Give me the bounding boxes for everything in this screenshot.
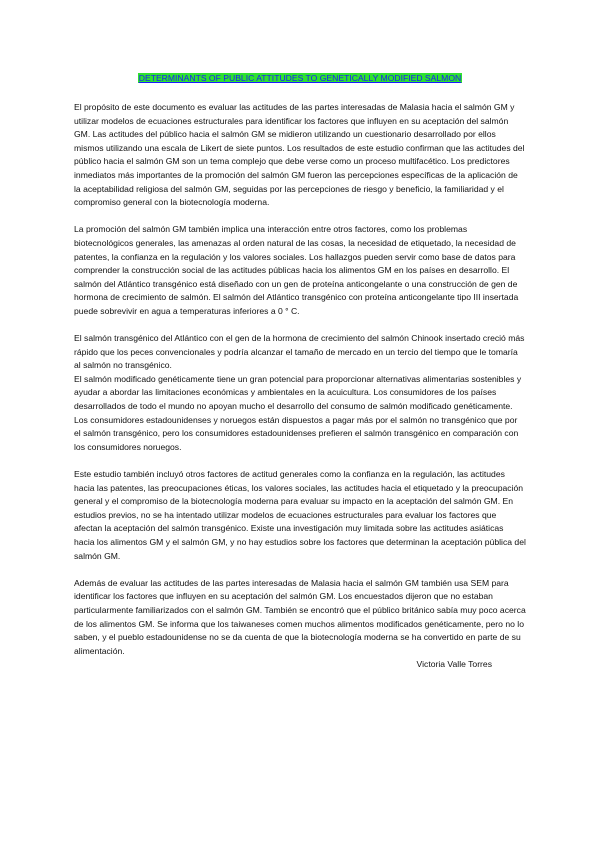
document-body [74, 101, 526, 672]
paragraph-conclusion: Además de evaluar las actitudes de las partes interesadas de Malasia hacia el salmón GM también usa SEM para identificar los factores que influyen en su aceptación del salmón GM. Los encuestados dijeron que no estaban particularmente familiarizados con el salmón GM. También se encontró que el público británico sabía muy poco acerca de los alimentos GM. Se informa que los taiwaneses comen muchos alimentos modificados genéticamente, pero no lo saben, y el pueblo estadounidense no se da cuenta de que la biotecnología moderna se ha convertido en parte de su alimentación. [74, 577, 526, 656]
paragraph-intro: El propósito de este documento es evaluar las actitudes de las partes interesadas de Malasia hacia el salmón GM y utilizar modelos de ecuaciones estructurales para identificar los factores que influyen en su aceptación del salmón GM. Las actitudes del público hacia el salmón GM se midieron utilizando un cuestionario desarrollado por ellos mismos utilizando una escala de Likert de siete puntos. Los resultados de este estudio confirman que las actitudes del público hacia el salmón GM son un tema complejo que debe verse como un proceso multifacético. Los predictores inmediatos más importantes de la promoción del salmón GM fueron las percepciones específicas de la aplicación de la aceptabilidad religiosa del salmón GM, seguidas por las percepciones de riesgo y beneficio, la familiaridad y el compromiso general con la biotecnología moderna. [74, 102, 525, 208]
paragraph-promotion: La promoción del salmón GM también implica una interacción entre otros factores, como los problemas biotecnológicos generales, las amenazas al orden natural de las cosas, la necesidad de etiquetado, la necesidad de patentes, la confianza en la regulación y los valores sociales. Los hallazgos pueden servir como base de datos para comprender la construcción social de las actitudes públicas hacia los alimentos GM en los países en desarrollo. El salmón del Atlántico transgénico está diseñado con un gen de proteína anticongelante o una construcción de gen de hormona de crecimiento de salmón. El salmón del Atlántico transgénico con proteína anticongelante tipo III insertada puede sobrevivir en agua a temperaturas inferiores a 0 ° C. [74, 224, 519, 316]
document-title [0, 71, 600, 85]
paragraph-consumers: Los consumidores estadounidenses y noruegos están dispuestos a pagar más por el salmón no transgénico que por el salmón transgénico, pero los consumidores estadounidenses prefieren el salmón transgénico en comparación con los consumidores noruegos. [74, 414, 519, 452]
paragraph-growth-hormone: El salmón transgénico del Atlántico con el gen de la hormona de crecimiento del salmón Chinook insertado creció más rápido que los peces convencionales y podría alcanzar el tamaño de mercado en un tercio del tiempo que le tomaría al salmón no transgénico. [74, 333, 525, 371]
paragraph-factors: Este estudio también incluyó otros factores de actitud generales como la confianza en la regulación, las actitudes hacia las patentes, las preocupaciones éticas, los valores sociales, las actitudes hacia el etiquetado y la preocupación general y el compromiso de la biotecnología moderna para evaluar su impacto en la aceptación del salmón GM. En estudios previos, no se ha intentado utilizar modelos de ecuaciones estructurales para evaluar los factores que afectan la aceptación del salmón transgénico. Existe una investigación muy limitada sobre las actitudes asiáticas hacia los alimentos GM y el salmón GM, y no hay estudios sobre los factores que determinan la aceptación pública del salmón GM. [74, 469, 526, 561]
paragraph-potential: El salmón modificado genéticamente tiene un gran potencial para proporcionar alternativas alimentarias sostenibles y ayudar a abordar las limitaciones económicas y ambientales en la acuicultura. Los consumidores de los países desarrollados de todo el mundo no apoyan mucho el desarrollo del consumo de salmón modificado genéticamente. [74, 373, 522, 412]
title-text: DETERMINANTS OF PUBLIC ATTITUDES TO GENETICALLY MODIFIED SALMON [138, 73, 462, 83]
author-signature: Victoria Valle Torres [416, 659, 492, 670]
